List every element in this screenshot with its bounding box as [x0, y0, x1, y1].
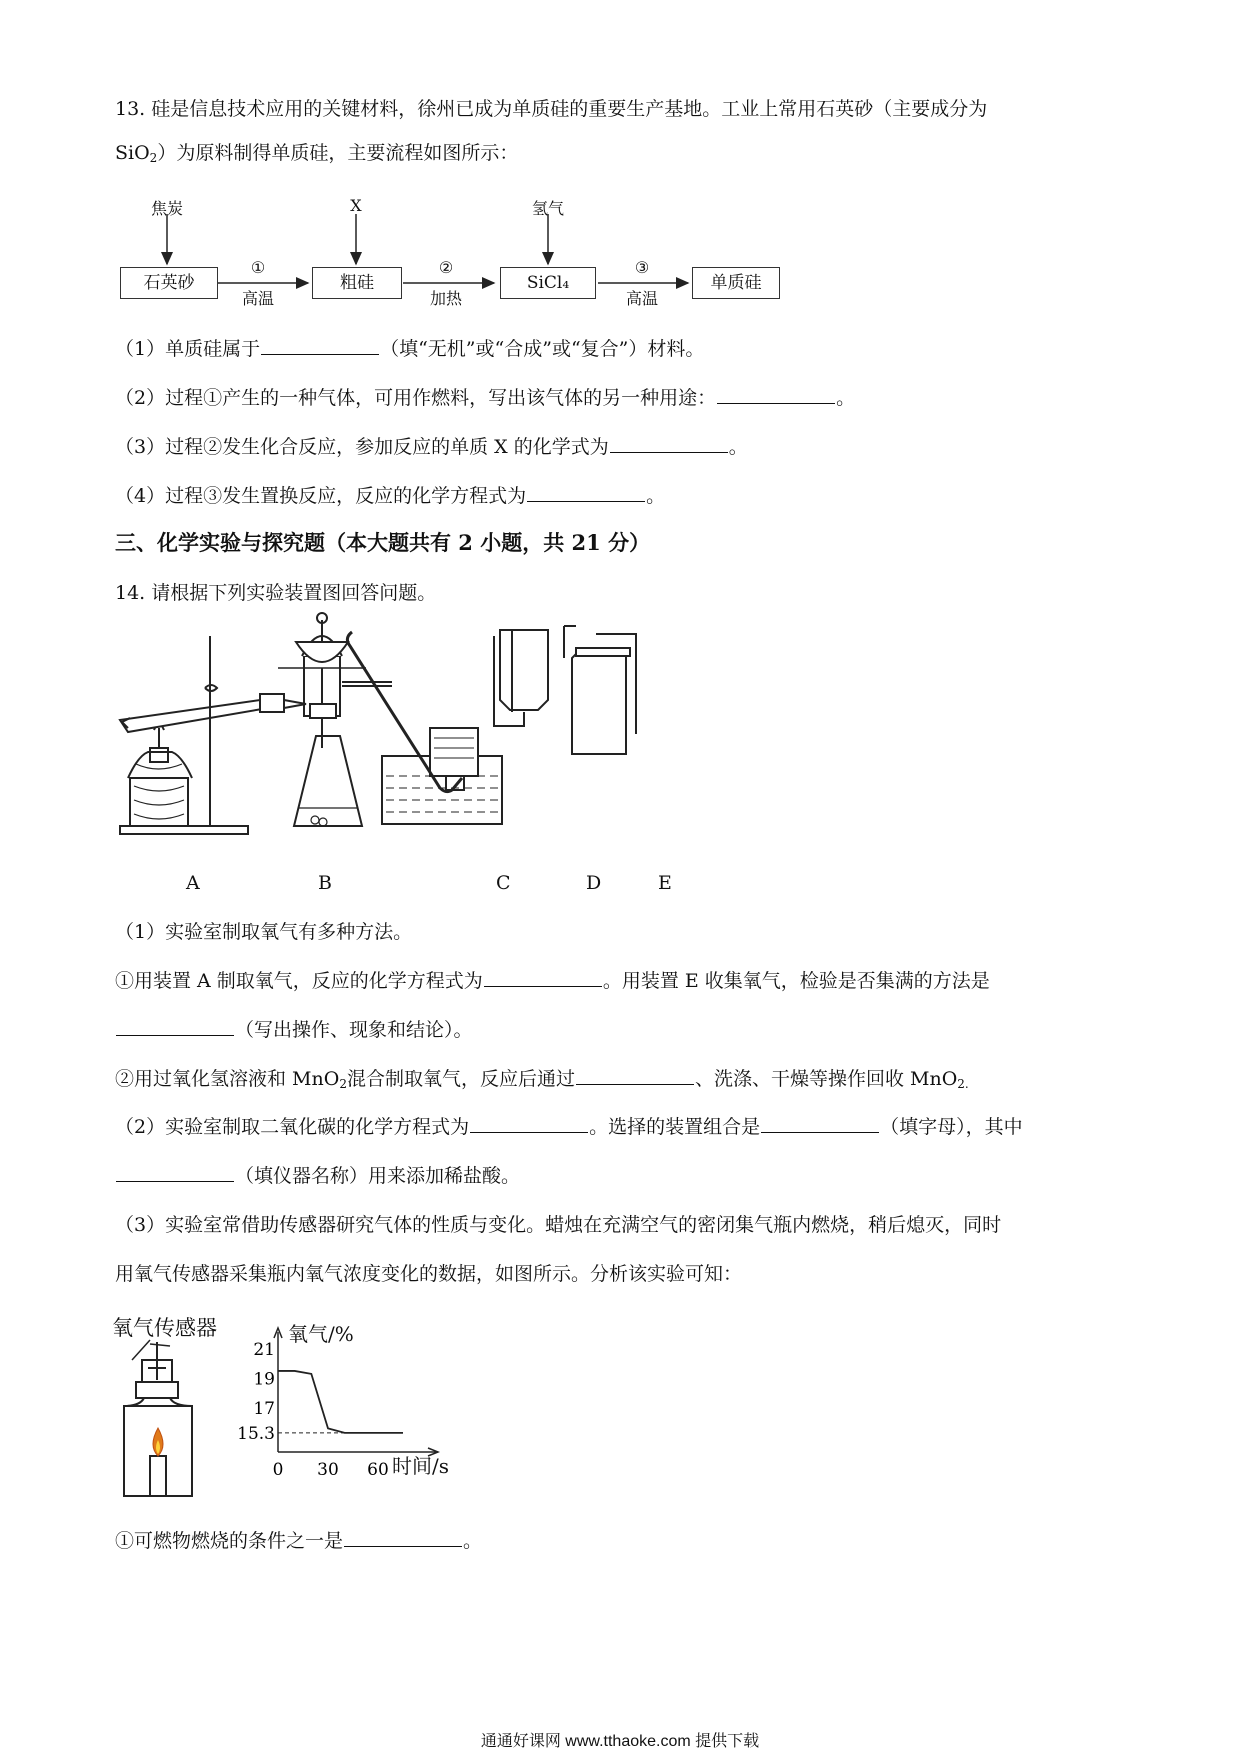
flow-step2-cond: 加热 [429, 289, 462, 308]
section-title: 三、化学实验与探究题（本大题共有 2 小题，共 21 分） [115, 530, 651, 555]
q13-part1: （1）单质硅属于 （填“无机”或“合成”或“复合”）材料。 [115, 338, 705, 360]
x-tick-label: 0 [272, 1460, 284, 1480]
chart-y-label: 氧气/% [288, 1322, 354, 1346]
q14-part3-q1: ①可燃物燃烧的条件之一是 。 [115, 1530, 483, 1552]
page-footer: 通通好课网 www.tthaoke.com 提供下载 [480, 1733, 760, 1750]
x-tick-label: 60 [367, 1460, 389, 1480]
answer-blank[interactable] [717, 385, 835, 404]
apparatus-label-c: C [496, 872, 511, 894]
q13-intro-line2: SiO$_2$）为原料制得单质硅，主要流程如图所示： [115, 142, 519, 165]
apparatus-label-b: B [318, 872, 332, 894]
answer-blank[interactable] [116, 1017, 234, 1036]
sensor-label: 氧气传感器 [112, 1316, 217, 1340]
flow-input-hydrogen: 氢气 [531, 199, 564, 218]
q14-part1: （1）实验室制取氧气有多种方法。 [115, 921, 413, 943]
q14-part1-1: ①用装置 A 制取氧气，反应的化学方程式为 。用装置 E 收集氧气，检验是否集满的方法是 [115, 970, 990, 992]
answer-blank[interactable] [484, 968, 602, 987]
flow-box-sicl4: SiCl₄ [500, 267, 596, 299]
flow-box-pure-silicon: 单质硅 [692, 267, 780, 299]
flow-input-x: X [350, 196, 362, 215]
flow-step3-num: ③ [634, 258, 650, 277]
q14-part3-line1: （3）实验室常借助传感器研究气体的性质与变化。蜡烛在充满空气的密闭集气瓶内燃烧，稍后熄灭，同时 [115, 1214, 1002, 1236]
q14-part2: （2）实验室制取二氧化碳的化学方程式为 。选择的装置组合是 （填字母），其中 [115, 1116, 1023, 1138]
q13-part3: （3）过程②发生化合反应，参加反应的单质 X 的化学式为 。 [115, 436, 748, 458]
flow-step1-num: ① [250, 258, 266, 277]
chart-x-label: 时间/s [392, 1454, 450, 1478]
sensor-bottle-illustration [110, 1338, 220, 1508]
process-flow-diagram [0, 0, 1240, 320]
q14-part1-2: ②用过氧化氢溶液和 MnO$_2$混合制取氧气，反应后通过 、洗涤、干燥等操作回收 MnO$_{2.}$ [115, 1068, 969, 1091]
answer-blank[interactable] [610, 434, 728, 453]
apparatus-label-e: E [658, 872, 672, 894]
q13-intro-line1: 13. 硅是信息技术应用的关键材料，徐州已成为单质硅的重要生产基地。工业上常用石英砂（主要成分为 [115, 98, 988, 120]
q14-intro: 14. 请根据下列实验装置图回答问题。 [115, 582, 437, 604]
y-tick-label: 15.3 [237, 1423, 275, 1444]
answer-blank[interactable] [576, 1066, 694, 1085]
flow-step1-cond: 高温 [241, 289, 274, 308]
flow-box-quartz-sand: 石英砂 [120, 267, 218, 299]
flow-box-crude-silicon: 粗硅 [312, 267, 402, 299]
q14-part1-1-cont: （写出操作、现象和结论）。 [115, 1017, 473, 1043]
q13-part4: （4）过程③发生置换反应，反应的化学方程式为 。 [115, 485, 666, 507]
y-tick-label: 17 [253, 1398, 275, 1419]
answer-blank[interactable] [527, 483, 645, 502]
answer-blank[interactable] [116, 1163, 234, 1182]
q14-part3-line2: 用氧气传感器采集瓶内氧气浓度变化的数据，如图所示。分析该实验可知： [115, 1263, 743, 1285]
flow-step2-num: ② [438, 258, 454, 277]
answer-blank[interactable] [261, 336, 379, 355]
q14-part2-cont: （填仪器名称）用来添加稀盐酸。 [115, 1163, 520, 1189]
x-tick-label: 30 [317, 1460, 339, 1480]
y-tick-label: 19 [253, 1369, 275, 1390]
lab-apparatus-illustration [110, 608, 710, 838]
answer-blank[interactable] [344, 1528, 462, 1547]
apparatus-label-a: A [186, 872, 200, 894]
answer-blank[interactable] [470, 1114, 588, 1133]
flow-input-coke: 焦炭 [150, 199, 183, 218]
q13-part2: （2）过程①产生的一种气体，可用作燃料，写出该气体的另一种用途： 。 [115, 387, 856, 409]
y-tick-label: 21 [253, 1339, 275, 1360]
flow-step3-cond: 高温 [625, 289, 658, 308]
apparatus-label-d: D [586, 872, 602, 894]
series-line-oxygen [278, 1371, 403, 1433]
answer-blank[interactable] [761, 1114, 879, 1133]
